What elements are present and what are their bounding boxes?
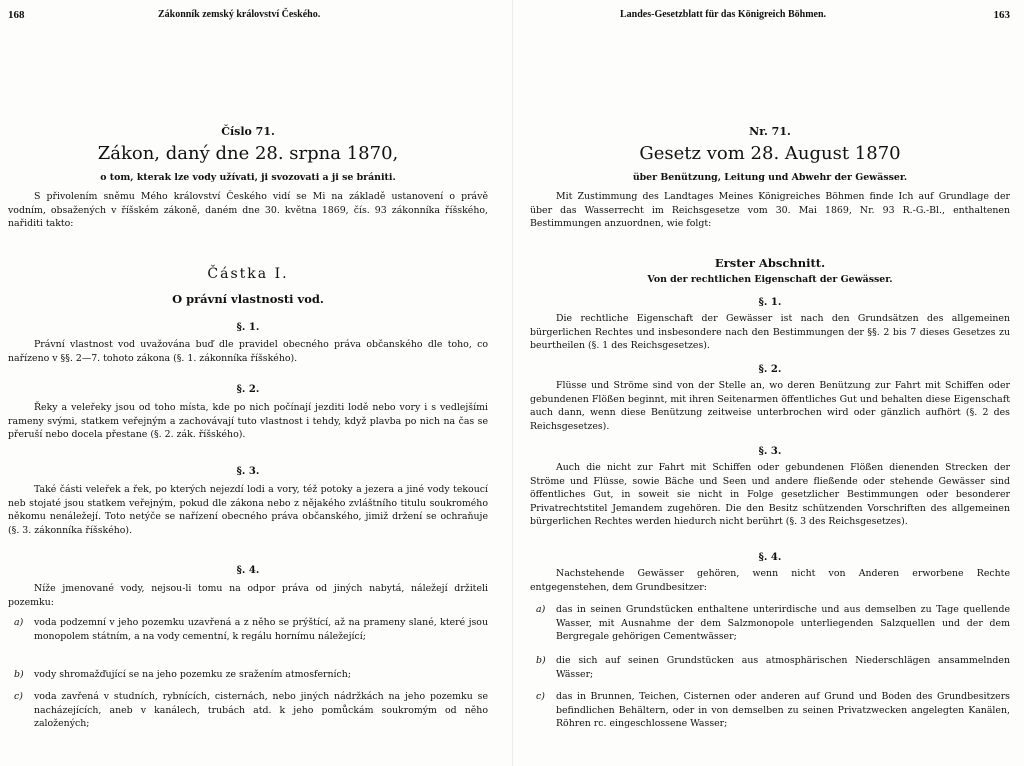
right-intro: Mit Zustimmung des Landtages Meines Königreiches Böhmen finde Ich auf Grundlage der über das Wasserrecht im Reichsgesetze vom 30. Mai 1869, Nr. 93 R.-G.-Bl., enthaltenen Bestimmungen anzuordnen, wie folgt: bbox=[530, 191, 1010, 230]
right-law-number: Nr. 71. bbox=[749, 125, 791, 138]
left-item-b bbox=[8, 668, 488, 682]
right-part-heading: Erster Abschnitt. bbox=[714, 256, 826, 270]
right-item-c bbox=[530, 690, 1010, 731]
left-part-subheading: O právní vlastnosti vod. bbox=[172, 292, 324, 306]
gutter bbox=[512, 0, 513, 766]
item-label: a) bbox=[536, 604, 546, 615]
left-s4-text: Níže jmenované vody, nejsou-li tomu na odpor práva od jiných nabytá, náležejí držiteli pozemku: bbox=[8, 583, 488, 608]
left-page bbox=[8, 0, 488, 766]
item-label: a) bbox=[14, 617, 24, 628]
right-running-head bbox=[530, 9, 1010, 23]
item-label: b) bbox=[536, 655, 546, 666]
item-text: vody shromažďující se na jeho pozemku ze sražením atmosferních; bbox=[34, 669, 351, 680]
item-text: das in Brunnen, Teichen, Cisternen oder anderen auf Grund und Boden des Grundbesitzers befindlichen Behältern, oder in von demselben zu seinen Privatzwecken angelegten Kanälen, Röhren rc. eingeschlossene Wasser; bbox=[556, 691, 1010, 730]
right-law-subtitle: über Benützung, Leitung und Abwehr der Gewässer. bbox=[632, 172, 908, 183]
right-law-title: Gesetz vom 28. August 1870 bbox=[639, 143, 901, 164]
right-item-b bbox=[530, 654, 1010, 681]
left-law-subtitle: o tom, kterak lze vody užívati, ji svozovati a ji se brániti. bbox=[100, 172, 396, 183]
right-s1-heading: §. 1. bbox=[758, 297, 782, 308]
item-text: die sich auf seinen Grundstücken aus atmosphärischen Niederschlägen ansammelnden Wässer; bbox=[556, 655, 1010, 680]
left-running-head bbox=[8, 9, 488, 23]
left-s4-heading: §. 4. bbox=[236, 565, 260, 576]
left-s2-heading: §. 2. bbox=[236, 384, 260, 395]
item-label: c) bbox=[14, 691, 23, 702]
left-s3-heading: §. 3. bbox=[236, 466, 260, 477]
right-s1-text: Die rechtliche Eigenschaft der Gewässer ist nach den Grundsätzen des allgemeinen bürgerlichen Rechtes und insbesondere nach den Bestimmungen der §§. 2 bis 7 dieses Gesetzes zu beurtheilen (§. 1 des Reichsgesetzes). bbox=[530, 313, 1010, 352]
item-text: das in seinen Grundstücken enthaltene unterirdische und aus demselben zu Tage quellende Wasser, mit Ausnahme der dem Salzmonopole unterliegenden Salzquellen und der dem Bergregale gehörigen Cementwässer; bbox=[556, 604, 1010, 643]
right-s3-text: Auch die nicht zur Fahrt mit Schiffen oder gebundenen Flößen dienenden Strecken der Ströme und Flüsse, sowie Bäche und Seen und andere fließende oder stehende Gewässer sind öffentliches Gut, in soweit sie nicht in Folge gesetzlicher Bestimmungen oder besonderer Privatrechtstitel Jemandem zugehören. Die den Besitz schützenden Vorschriften des allgemeinen bürgerlichen Rechtes werden hiedurch nicht berührt (§. 3 des Reichsgesetzes). bbox=[530, 462, 1010, 528]
right-s3-heading: §. 3. bbox=[758, 446, 782, 457]
right-item-a bbox=[530, 603, 1010, 644]
left-item-c bbox=[8, 690, 488, 731]
right-running-title: Landes-Gesetzblatt für das Königreich Böhmen. bbox=[620, 9, 827, 20]
right-page bbox=[530, 0, 1010, 766]
item-text: voda podzemní v jeho pozemku uzavřená a z něho se prýštící, až na prameny slané, které jsou monopolem státním, a na vody cementní, k regálu hornímu náležející; bbox=[34, 617, 488, 642]
left-part-heading: Částka I. bbox=[207, 266, 289, 282]
right-s2-heading: §. 2. bbox=[758, 364, 782, 375]
item-label: b) bbox=[14, 669, 24, 680]
left-page-number: 168 bbox=[8, 9, 25, 21]
right-s4-text: Nachstehende Gewässer gehören, wenn nicht von Anderen erworbene Rechte entgegenstehen, dem Grundbesitzer: bbox=[530, 568, 1010, 593]
left-s2-text: Řeky a veleřeky jsou od toho místa, kde po nich počínají jezditi lodě nebo vory i s vedlejšími rameny svými, statkem veřejným a zachovávají tuto vlastnost i tehdy, když plavba po nich na čas se přeruší nebo docela přestane (§. 2. zák. říšského). bbox=[8, 402, 488, 441]
left-item-a bbox=[8, 616, 488, 643]
left-s3-text: Také části veleřek a řek, po kterých nejezdí lodi a vory, též potoky a jezera a jiné vody tekoucí neb stojaté jsou statkem veřejným, pokud dle zákona nebo z nějakého zvláštního titulu soukromého někomu nenáležejí. Toto netýče se nařízení obecného práva občanského, jimiž držení se ochraňuje (§. 3. zákonníka říšského). bbox=[8, 484, 488, 536]
right-part-subheading: Von der rechtlichen Eigenschaft der Gewässer. bbox=[647, 274, 893, 285]
left-law-number: Číslo 71. bbox=[221, 125, 275, 138]
right-s4-heading: §. 4. bbox=[758, 552, 782, 563]
left-intro: S přivolením sněmu Mého království Českého vidí se Mi na základě ustanovení o právě vodním, obsažených v říšském zákoně, daném dne 30. května 1869, čís. 93 zákonníka říšského, nařiditi takto: bbox=[8, 191, 488, 230]
left-s1-heading: §. 1. bbox=[236, 322, 260, 333]
right-page-number: 163 bbox=[993, 9, 1010, 21]
left-running-title: Zákonník zemský království Českého. bbox=[158, 9, 321, 20]
left-s1-text: Právní vlastnost vod uvažována buď dle pravidel obecného práva občanského dle toho, co nařízeno v §§. 2—7. tohoto zákona (§. 1. zákonníka říšského). bbox=[8, 339, 488, 364]
right-s2-text: Flüsse und Ströme sind von der Stelle an, wo deren Benützung zur Fahrt mit Schiffen oder gebundenen Flößen beginnt, mit ihren Seitenarmen öffentliches Gut und behalten diese Eigenschaft auch dann, wenn diese Benützung zeitweise unterbrochen wird oder gänzlich aufhört (§. 2 des Reichsgesetzes). bbox=[530, 380, 1010, 432]
item-label: c) bbox=[536, 691, 545, 702]
left-law-title: Zákon, daný dne 28. srpna 1870, bbox=[97, 143, 399, 164]
item-text: voda zavřená v studních, rybnících, cisternách, nebo jiných nádržkách na jeho pozemku se nacházejících, aneb v kanálech, trubách atd. k jeho pomůckám soukromým od něho založených; bbox=[34, 691, 488, 730]
